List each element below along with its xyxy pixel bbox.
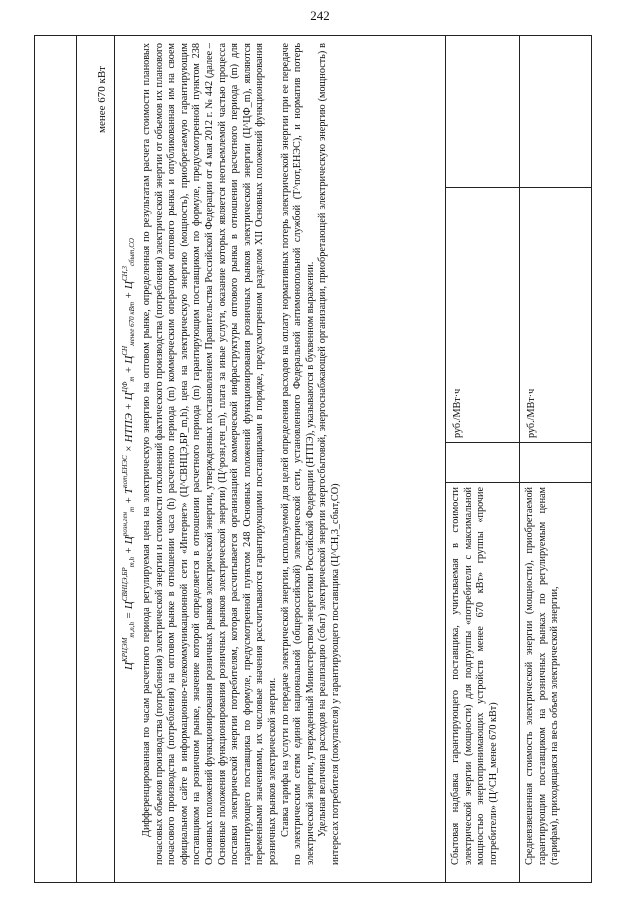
formula: $Ц^{КРЦЭМ}_{m,n,h} = Ц^{СВНЦЭ,БР}_{m,h} + Ц^{розн,ген}_m + T^{пот,ЕНЭС}$ × НТПЭ + $Ц^{ЦФ}_m + Ц^{СН}_{менее 670 кВт} + Ц^{СН,3}_{сбыт,СО}$ — [121, 238, 136, 670]
rotated-page-content — [34, 35, 592, 883]
main-text-block — [118, 43, 343, 865]
header-cell: менее 670 кВт — [96, 66, 108, 133]
row-unit-srednevzveshennaya-stoimost: руб./МВт·ч — [526, 388, 537, 438]
paragraph-2: Ставка тарифа на услуги по передаче электрической энергии, используемой для целей определения расходов на оплату нормативных потерь электрической энергии при ее передаче по электрическим сетям единой национальной (общероссийской) электрической сети, установленного Федеральной антимонопольной службой (T^пот,ЕНЭС), и норматив потерь электрической энергии, утвержденный Министерством энергетики Российской Федерации (НТПЭ), указываются в буквенном выражении. — [279, 43, 316, 865]
row-label-srednevzveshennaya-stoimost: Средневзвешенная стоимость электрической энергии (мощности), приобретаемой гарантирующим поставщиком на розничных рынках по регулируемым ценам (тарифам), приходящаяся на весь объем электрической энергии, — [524, 487, 561, 865]
page-number: 242 — [310, 8, 330, 23]
paragraph-3: Удельная величина расходов на реализацию (сбыт) электрической энергии энергосбытовой, энергоснабжающей организации, приобретающей электрическую энергию (мощность) в интересах потребителя (покупателя) у гарантирующего поставщика (Ц^СН,3_сбыт,СО) — [317, 43, 341, 865]
row-label-sbyt-nadbavka: Сбытовая надбавка гарантирующего поставщика, учитываемая в стоимости электрической энергии (мощности) для подгруппы «потребители с максимальной мощностью энергопринимающих устройств менее 670 кВт» группы «прочие потребители» (Ц^СН_менее 670 кВт) — [450, 487, 499, 865]
paragraph-1: Дифференцированная по часам расчетного периода регулируемая цена на электрическую энергию на оптовом рынке, определенная по результатам расчета стоимости плановых почасовых объемов производства (потребления) электрической энергии и стоимости отклонений фактического производства (потребления) электрической энергии от объемов их планового почасового производства (потребления) на оптовом рынке в отношении часа (h) расчетного периода (m) коммерческим оператором оптового рынка и опубликованная им на своем официальном сайте в информационно-телекоммуникационной сети «Интернет» (Ц^СВНЦЭ,БР_m,h), цена на электрическую энергию (мощность), приобретаемую гарантирующим поставщиком на розничном рынке, значение которой определяется в отношении расчетного периода (m) гарантирующим поставщиком по формуле, предусмотренной пунктом 238 Основных положений функционирования розничных рынков электрической энергии, утвержденных постановлением Правительства Российской Федерации от 4 мая 2012 г. № 442 (далее – Основные положения функционирования розничных рынков электрической энергии) (Ц^розн,ген_m), плата за иные услуги, оказание которых является неотъемлемой частью процесса поставки электрической энергии потребителям, которая рассчитывается организацией коммерческой инфраструктуры оптового рынка в отношении расчетного периода (m) для гарантирующего поставщика по формуле, предусмотренной пунктом 248 Основных положений функционирования розничных рынков электрической энергии (Ц^ЦФ_m), являются переменными значениями, их числовые значения рассчитываются гарантирующими поставщиками в порядке, предусмотренном разделом XII Основных положений функционирования розничных рынков электрической энергии. — [141, 43, 278, 865]
row-unit-sbyt-nadbavka: руб./МВт·ч — [452, 388, 463, 438]
